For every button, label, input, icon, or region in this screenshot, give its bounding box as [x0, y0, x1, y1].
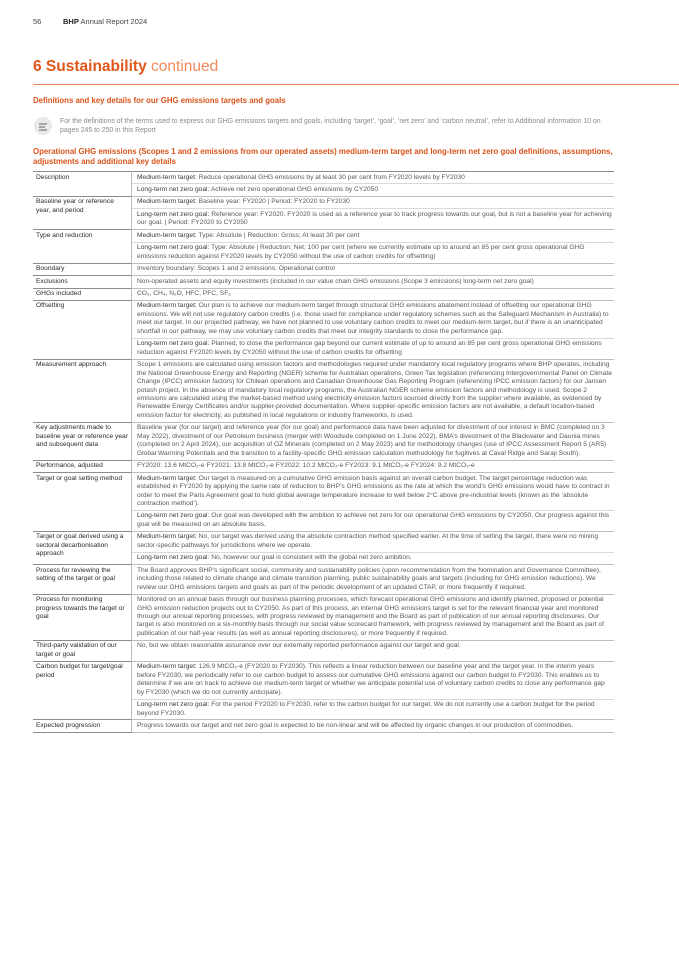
table-row [33, 594, 614, 640]
medium-term-key: Medium-term target: [137, 198, 197, 206]
table-row [33, 531, 614, 552]
long-term-value [132, 338, 615, 359]
long-term-value [132, 552, 615, 564]
row-value: Baseline year (for our target) and reference year (for our goal) and performance data have been adjusted for divestment of our interest in BMC (completed on 3 May 2022), divestment of our Petroleum business (merger with Woodside completed on 1 June 2022), BMA’s divestment of the Blackwater and Daunia mines (completed on 2 April 2024), our acquisition of OZ Minerals (completed on 2 May 2023) and for methodology changes (use of IPCC Assessment Report 5 (AR5) Global Warming Potentials and the transition to a facility-specific GHG emission calculation methodology for fugitives at Caval Ridge and Saraji South). [132, 422, 615, 460]
table-row [33, 473, 614, 511]
operational-heading: Operational GHG emissions (Scopes 1 and 2 emissions from our operated assets) medium-term target and long-term net zero goal definitions, assumptions, adjustments and additional key details [33, 147, 613, 166]
row-value: No, but we obtain reasonable assurance over our externally reported performance against our target and goal. [132, 640, 615, 661]
long-term-text: Planned, to close the performance gap beyond our current estimate of up to around an 85 per cent gross operational GHG emissions reduction against FY2020 levels by CY2050 without the use of carbon credits for offsetting [137, 340, 602, 356]
row-label: Description [33, 172, 132, 197]
row-label: Process for monitoring progress towards the target or goal [33, 594, 132, 640]
medium-term-value [132, 531, 615, 552]
row-label: Expected progression [33, 720, 132, 732]
long-term-value [132, 209, 615, 230]
medium-term-key: Medium-term target: [137, 231, 197, 239]
row-label: GHGs included [33, 288, 132, 300]
page-header [33, 17, 147, 26]
row-label: Third-party validation of our target or goal [33, 640, 132, 661]
row-value: The Board approves BHP’s significant social, community and sustainability policies (upon recommendation from the Nomination and Governance Committee), including those related to climate change and climate transition planning, public sustainability goals and targets (including for GHG emission reductions). We review our GHG emissions targets and goals as part of the periodic development of an updated CTAP, or more frequently if required. [132, 565, 615, 594]
row-value: FY2020: 13.6 MtCO₂-e FY2021: 13.8 MtCO₂-e FY2022: 10.2 MtCO₂-e FY2023: 9.1 MtCO₂-e FY2024: 9.2 MtCO₂-e [132, 460, 615, 472]
medium-term-text: Our target is measured on a cumulative GHG emission basis against an overall carbon budget. The target percentage reduction was established in FY2020 by applying the same rate of reduction to BHP’s GHG emissions as the rate at which the world’s GHG emissions would have to contract in order to meet the Paris Agreement goal to hold global average temperature increase to well below 2°C above pre-industrial levels (known as the ‘absolute contraction method’). [137, 474, 610, 507]
medium-term-text: 126.9 MtCO₂-e (FY2020 to FY2030). This reflects a linear reduction between our baseline year and the target year. In the interim years before FY2030, we periodically refer to our carbon budget to assess our cumulative GHG emissions against our carbon budget to FY2030. This enables us to determine if we are on track to achieve our medium-term target or whether we anticipate potential use of voluntary carbon credits to close any performance gap by FY2030 (which we do not currently anticipate). [137, 663, 605, 696]
table-row [33, 263, 614, 275]
row-label: Boundary [33, 263, 132, 275]
table-row [33, 300, 614, 338]
long-term-value [132, 510, 615, 531]
long-term-value [132, 242, 615, 263]
long-term-key: Long-term net zero goal: [137, 512, 210, 520]
long-term-text: No, however our goal is consistent with the global net zero ambition. [209, 554, 412, 562]
section-title: 6 Sustainability [33, 58, 147, 75]
table-row [33, 288, 614, 300]
medium-term-key: Medium-term target: [137, 302, 197, 310]
table-row [33, 460, 614, 472]
page-number: 56 [33, 17, 42, 26]
row-value: Monitored on an annual basis through our business planning processes, which forecast operational GHG emissions and identify planned, proposed or potential GHG emission reduction projects out to CY2050. As part of this process, an internal GHG emissions target is set for the relevant financial year and monitored through our annual reporting processes, with progress reviewed by management and the Board as part of publication of our annual reporting disclosures. Our target is also monitored on a six-monthly basis through our social value scorecard framework, with progress reviewed by management and the Board as part of publication of our half-year results (as well as annual reporting disclosures), or more frequently if required. [132, 594, 615, 640]
row-value: Inventory boundary: Scopes 1 and 2 emissions: Operational control [132, 263, 615, 275]
table-row [33, 230, 614, 242]
medium-term-value [132, 300, 615, 338]
medium-term-key: Medium-term target: [137, 474, 197, 482]
row-label: Performance, adjusted [33, 460, 132, 472]
table-row [33, 172, 614, 184]
medium-term-value [132, 196, 615, 208]
row-label: Measurement approach [33, 359, 132, 422]
document-icon [34, 117, 52, 135]
row-label: Process for reviewing the setting of the target or goal [33, 565, 132, 594]
report-name: Annual Report 2024 [80, 17, 148, 26]
long-term-text: For the period FY2020 to FY2030, refer to the carbon budget for our target. We do not currently use a carbon budget for the period beyond FY2030. [137, 701, 595, 717]
medium-term-key: Medium-term target: [137, 533, 197, 541]
table-row [33, 661, 614, 699]
medium-term-value [132, 172, 615, 184]
long-term-text: Our goal was developed with the ambition to achieve net zero for our operational GHG emissions by CY2050. Our progress against this goal will be measured on an absolute basis. [137, 512, 610, 528]
row-label: Baseline year or reference year, and period [33, 196, 132, 229]
long-term-value [132, 699, 615, 720]
table-row [33, 640, 614, 661]
medium-term-key: Medium-term target: [137, 173, 197, 181]
medium-term-text: No, our target was derived using the absolute contraction method specified earlier. At the time of setting the target, there were no mining sector-specific pathways for jurisdictions where we operate. [137, 533, 599, 549]
row-label: Exclusions [33, 276, 132, 288]
long-term-value [132, 184, 615, 196]
medium-term-value [132, 661, 615, 699]
section-continued: continued [151, 58, 219, 75]
long-term-text: Reference year: FY2020. FY2020 is used as a reference year to track progress towards our goal, but is not a baseline year for achieving our goal. | Period: FY2020 to CY2050 [137, 210, 612, 227]
long-term-key: Long-term net zero goal: [137, 701, 210, 709]
long-term-key: Long-term net zero goal: [137, 554, 210, 562]
medium-term-value [132, 473, 615, 511]
row-label: Type and reduction [33, 230, 132, 263]
table-row [33, 359, 614, 422]
row-label: Key adjustments made to baseline year or reference year and subsequent data [33, 422, 132, 460]
table-row [33, 565, 614, 594]
table-row [33, 276, 614, 288]
definitions-table [33, 171, 614, 733]
long-term-text: Achieve net zero operational GHG emissions by CY2050 [209, 185, 379, 193]
row-label: Target or goal setting method [33, 473, 132, 532]
long-term-key: Long-term net zero goal: [137, 185, 210, 193]
medium-term-key: Medium-term target: [137, 663, 197, 671]
long-term-key: Long-term net zero goal: [137, 340, 210, 348]
title-divider [33, 84, 679, 85]
table-row [33, 720, 614, 732]
page-title [33, 58, 218, 76]
long-term-key: Long-term net zero goal: [137, 210, 210, 218]
row-value: Non-operated assets and equity investments (included in our value chain GHG emissions (Scope 3 emissions) long-term net zero goal) [132, 276, 615, 288]
medium-term-value [132, 230, 615, 242]
medium-term-text: Our plan is to achieve our medium-term target through structural GHG emissions abatement instead of offsetting our operational GHG emissions. We will not use regulatory carbon credits (i.e. those used for compliance under regulatory schemes such as the Safeguard Mechanism in Australia) to meet our target. In our projected pathway, we have not planned to use voluntary carbon credits to meet our medium-term target, but if there is an unanticipated shortfall in our pathway, we may use voluntary carbon credits that meet our integrity standards to close the performance gap. [137, 302, 609, 335]
table-row [33, 422, 614, 460]
row-label: Offsetting [33, 300, 132, 359]
medium-term-text: Baseline year: FY2020 | Period: FY2020 to FY2030 [196, 198, 350, 206]
definitions-note: For the definitions of the terms used to express our GHG emissions targets and goals, including ‘target’, ‘goal’, ‘net zero’ and ‘carbon neutral’, refer to Additional information 10 on pages 245 to 250 in this Report [60, 118, 601, 134]
definitions-heading: Definitions and key details for our GHG emissions targets and goals [33, 96, 286, 105]
long-term-text: Type: Absolute | Reduction: Net; 100 per cent (where we currently estimate up to around an 85 per cent gross operational GHG emissions reduction against FY2020 levels by CY2050 without the use of carbon credits for offsetting) [137, 244, 585, 260]
table-row [33, 196, 614, 208]
row-label: Target or goal derived using a sectoral decarbonisation approach [33, 531, 132, 564]
long-term-key: Long-term net zero goal: [137, 244, 210, 252]
medium-term-text: Reduce operational GHG emissions by at least 30 per cent from FY2020 levels by FY2030 [196, 173, 465, 181]
row-value: CO₂, CH₄, N₂O, HFC, PFC, SF₆ [132, 288, 615, 300]
company-name: BHP [63, 17, 79, 26]
row-label: Carbon budget for target/goal period [33, 661, 132, 720]
row-value: Progress towards our target and net zero goal is expected to be non-linear and will be affected by organic changes in our production of commodities. [132, 720, 615, 732]
medium-term-text: Type: Absolute | Reduction: Gross; At least 30 per cent [196, 231, 360, 239]
row-value: Scope 1 emissions are calculated using emission factors and methodologies required under mandatory local regulatory programs where BHP operates, including the National Greenhouse Energy and Reporting (NGER) scheme for Australian operations, Green Tax legislation (referencing Intergovernmental Panel on Climate Change (IPCC) emission factors) for Chilean operations and Canadian Greenhouse Gas Reporting Program (referencing IPCC emission factors) for our Jansen potash project. In the absence of mandatory local regulatory programs, the Australian NGER scheme emission factors and methodology is used. Scope 2 emissions are calculated using the market-based method using electricity emission factors sourced directly from the supplier where available, as evidenced by Renewable Energy Certificates and/or supplier-provided documentation. Where supplier-specific emission factors are not available, a default location-based emission factor for electricity, as published in local regulations or industry frameworks, is used. [132, 359, 615, 422]
